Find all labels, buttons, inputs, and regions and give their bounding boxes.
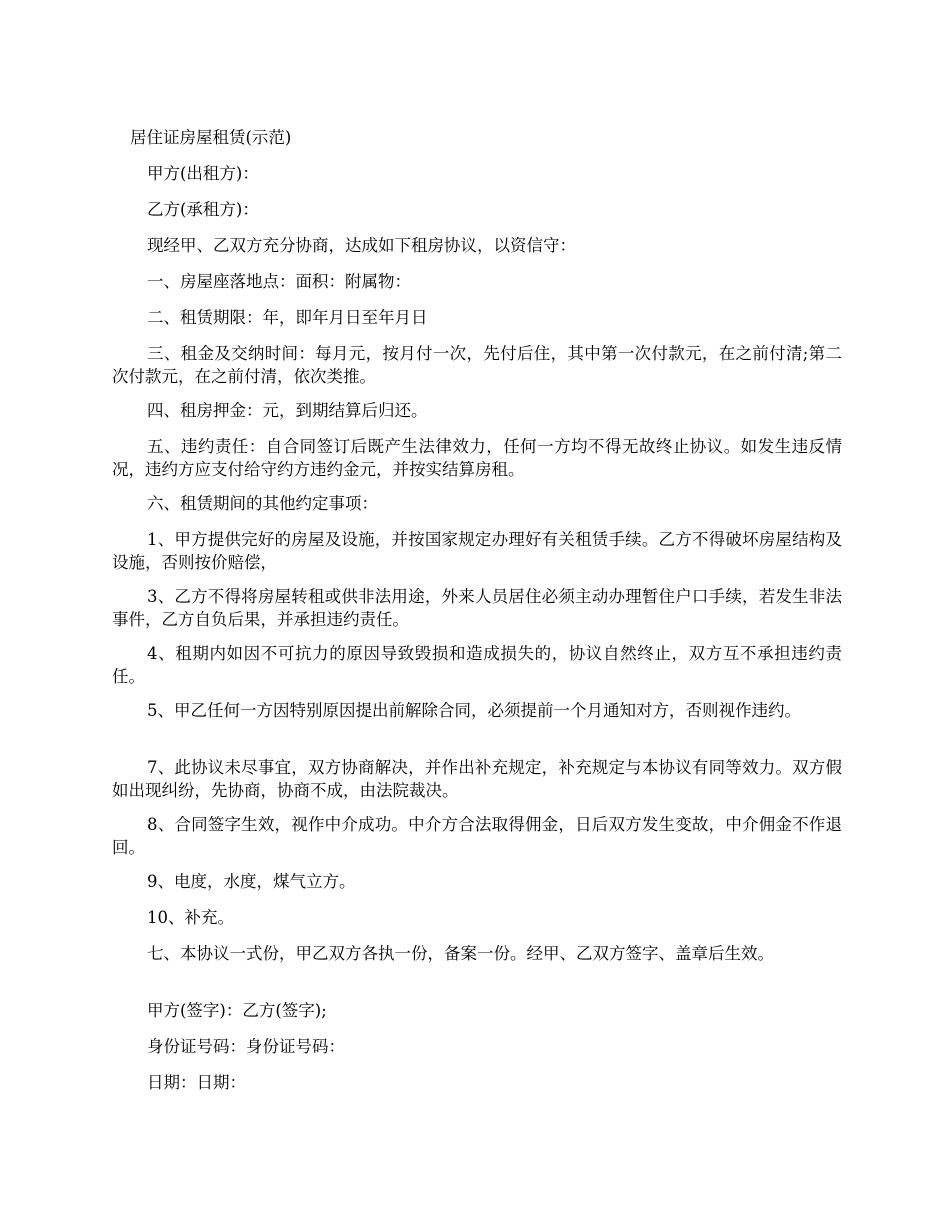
preamble-paragraph: 现经甲、乙双方充分协商，达成如下租房协议，以资信守： bbox=[147, 236, 576, 255]
clause-7-copies: 七、本协议一式份，甲乙双方各执一份，备案一份。经甲、乙双方签字、盖章后生效。 bbox=[147, 944, 774, 963]
party-b-line: 乙方(承租方)： bbox=[147, 200, 259, 219]
signature-line: 甲方(签字)：乙方(签字); bbox=[147, 1001, 327, 1020]
clause-3-rent: 三、租金及交纳时间：每月元，按月付一次，先付后住，其中第一次付款元，在之前付清;第二次付款元，在之前付清，依次类推。 bbox=[112, 344, 842, 386]
item-4: 4、租期内如因不可抗力的原因导致毁损和造成损失的，协议自然终止，双方互不承担违约责任。 bbox=[112, 644, 842, 686]
item-1: 1、甲方提供完好的房屋及设施，并按国家规定办理好有关租赁手续。乙方不得破坏房屋结构及设施，否则按价赔偿， bbox=[112, 530, 842, 572]
clause-5-breach: 五、违约责任：自合同签订后既产生法律效力，任何一方均不得无故终止协议。如发生违反情况，违约方应支付给守约方违约金元，并按实结算房租。 bbox=[112, 437, 842, 479]
id-number-line: 身份证号码：身份证号码： bbox=[147, 1037, 345, 1056]
clause-1-location: 一、房屋座落地点：面积：附属物： bbox=[147, 272, 411, 291]
item-10: 10、补充。 bbox=[147, 908, 234, 927]
party-a-line: 甲方(出租方)： bbox=[147, 164, 259, 183]
item-3: 3、乙方不得将房屋转租或供非法用途，外来人员居住必须主动办理暂住户口手续，若发生非法事件，乙方自负后果，并承担违约责任。 bbox=[112, 587, 842, 629]
item-8: 8、合同签字生效，视作中介成功。中介方合法取得佣金，日后双方发生变故，中介佣金不作退回。 bbox=[112, 815, 842, 857]
item-9: 9、电度，水度，煤气立方。 bbox=[147, 872, 356, 891]
item-5: 5、甲乙任何一方因特别原因提出前解除合同，必须提前一个月通知对方，否则视作违约。 bbox=[147, 701, 801, 720]
clause-2-term: 二、租赁期限：年，即年月日至年月日 bbox=[147, 308, 428, 327]
clause-6-heading: 六、租赁期间的其他约定事项： bbox=[147, 494, 378, 513]
clause-4-deposit: 四、租房押金：元，到期结算后归还。 bbox=[147, 401, 428, 420]
date-line: 日期：日期： bbox=[147, 1073, 246, 1092]
document-title: 居住证房屋租赁(示范) bbox=[130, 128, 292, 147]
item-7: 7、此协议未尽事宜，双方协商解决，并作出补充规定，补充规定与本协议有同等效力。双方假如出现纠纷，先协商，协商不成，由法院裁决。 bbox=[112, 758, 842, 800]
